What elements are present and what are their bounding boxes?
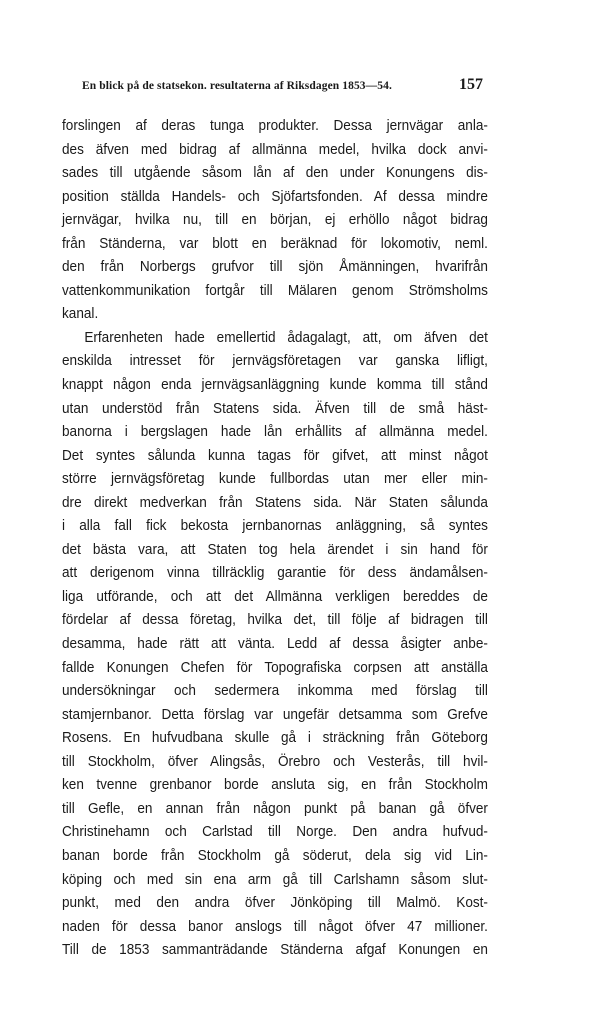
page-number: 157 (459, 76, 483, 93)
body-text (62, 115, 488, 963)
running-title: En blick på de statsekon. resultaterna af Riksdagen 1853—54. (82, 80, 392, 92)
text-line: knappt någon enda jernvägsanläggning kunde komma till stånd (62, 377, 488, 394)
text-line: jernvägar, hvilka nu, till en början, ej erhöllo något bidrag (62, 212, 488, 229)
text-line: Rosens. En hufvudbana skulle gå i sträckning från Göteborg (62, 730, 488, 747)
text-line: enskilda intresset för jernvägsföretagen var ganska lifligt, (62, 353, 488, 370)
text-line: utan understöd från Statens sida. Äfven till de små häst- (62, 400, 488, 417)
text-line: stamjernbanor. Detta förslag var ungefär detsamma som Grefve (62, 706, 488, 723)
text-line: naden för dessa banor anslogs till något öfver 47 millioner. (62, 918, 488, 935)
text-line: banan borde från Stockholm gå söderut, dela sig vid Lin- (62, 847, 488, 864)
text-line: den från Norbergs grufvor till sjön Åmänningen, hvarifrån (62, 259, 488, 276)
text-line: punkt, med den andra öfver Jönköping till Malmö. Kost- (62, 895, 488, 912)
text-line: ken tvenne grenbanor borde ansluta sig, en från Stockholm (62, 777, 488, 794)
text-line: banorna i bergslagen hade lån erhållits af allmänna medel. (62, 424, 488, 441)
text-line: i alla fall fick bekosta jernbanornas anläggning, så syntes (62, 518, 488, 535)
text-line: till Stockholm, öfver Alingsås, Örebro och Vesterås, till hvil- (62, 753, 488, 770)
text-line: det bästa vara, att Staten tog hela ärendet i sin hand för (62, 541, 488, 558)
text-line: från Ständerna, var blott en beräknad för lokomotiv, neml. (62, 235, 488, 252)
text-line: fördelar af dessa företag, hvilka det, till följe af bidragen till (62, 612, 488, 629)
text-line: fallde Konungen Chefen för Topografiska corpsen att anställa (62, 659, 488, 676)
text-line: sades till utgående såsom lån af den under Konungens dis- (62, 165, 488, 182)
text-line: desamma, hade rätt att vänta. Ledd af dessa åsigter anbe- (62, 636, 488, 653)
text-line: position ställda Handels- och Sjöfartsfonden. Af dessa mindre (62, 188, 488, 205)
text-line: större jernvägsföretag kunde fullbordas utan mer eller min- (62, 471, 488, 488)
text-line: till Gefle, en annan från någon punkt på banan gå öfver (62, 800, 488, 817)
text-line: liga utförande, och att det Allmänna verkligen bereddes de (62, 588, 488, 605)
text-line: undersökningar och sedermera inkomma med förslag till (62, 683, 488, 700)
text-line: vattenkommunikation fortgår till Mälaren genom Strömsholms (62, 282, 488, 299)
text-line: Erfarenheten hade emellertid ådagalagt, att, om äfven det (84, 329, 488, 346)
text-line: kanal. (62, 306, 99, 323)
text-line: Det syntes sålunda kunna tagas för gifvet, att minst något (62, 447, 488, 464)
text-line: att derigenom vinna tillräcklig garantie för dess ändamålsen- (62, 565, 488, 582)
text-line: Christinehamn och Carlstad till Norge. Den andra hufvud- (62, 824, 488, 841)
text-line: des äfven med bidrag af allmänna medel, hvilka dock anvi- (62, 141, 488, 158)
text-line: Till de 1853 sammanträdande Ständerna afgaf Konungen en (62, 942, 488, 959)
text-line: köping och med sin ena arm gå till Carlshamn såsom slut- (62, 871, 488, 888)
text-line: dre direkt medverkan från Statens sida. När Staten sålunda (62, 494, 488, 511)
text-line: forslingen af deras tunga produkter. Dessa jernvägar anla- (62, 118, 488, 134)
